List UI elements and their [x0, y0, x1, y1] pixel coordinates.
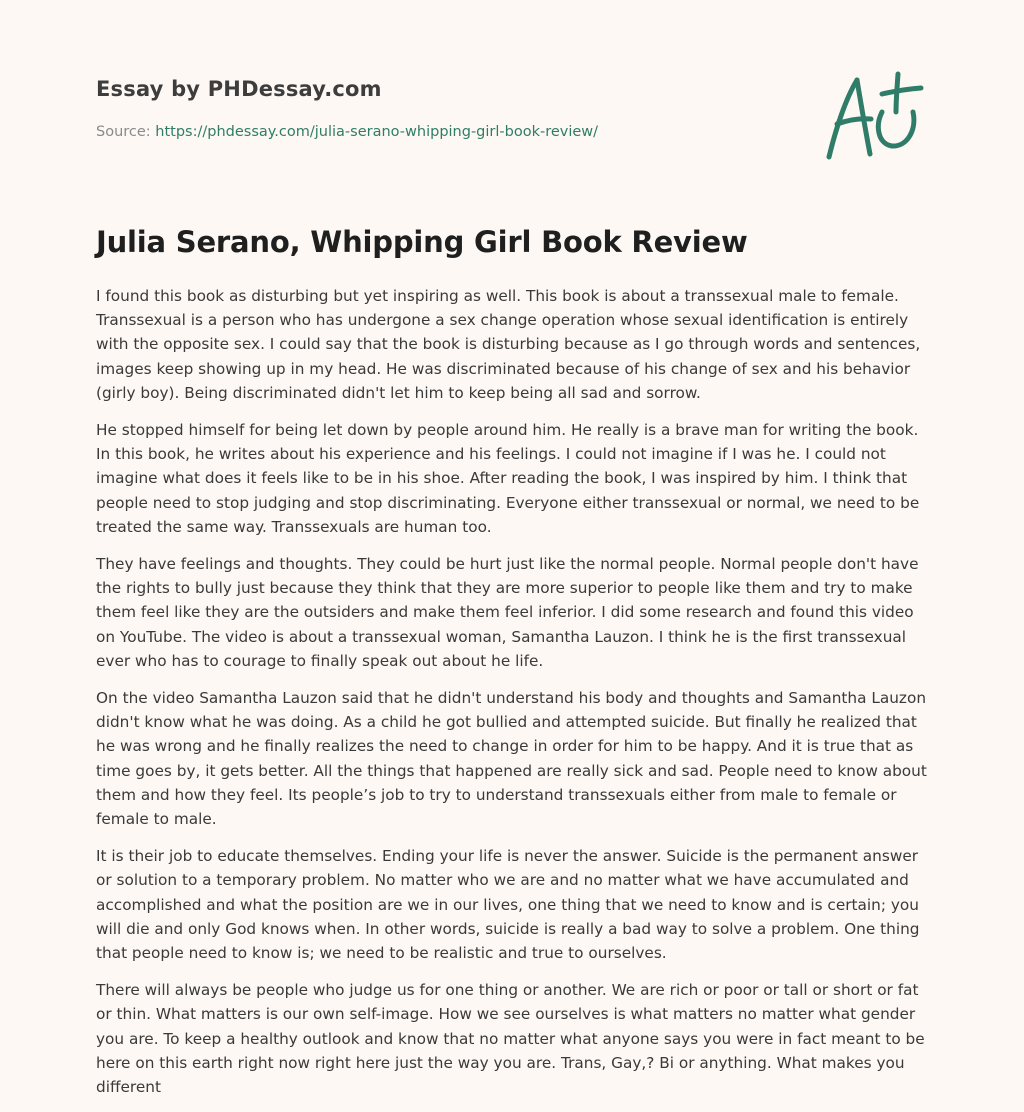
essay-title: Julia Serano, Whipping Girl Book Review [96, 225, 748, 259]
site-title: Essay by PHDessay.com [96, 77, 382, 101]
source-label: Source: [96, 124, 151, 140]
essay-paragraph: I found this book as disturbing but yet inspiring as well. This book is about a transsexual male to female. Transsexual is a person who has undergone a sex change operation whose sexual identification is entirely with the opposite sex. I could say that the book is disturbing because as I go through words and sentences, images keep showing up in my head. He was discriminated because of his change of sex and his behavior (girly boy). Being discriminated didn't let him to keep being all sad and sorrow. [96, 287, 921, 402]
essay-paragraph: There will always be people who judge us for one thing or another. We are rich or poor or tall or short or fat or thin. What matters is our own self-image. How we see ourselves is what matters no matter what gender you are. To keep a healthy outlook and know that no matter what anyone says you were in fact meant to be here on this earth right now right here just the way you are. Trans, Gay,? Bi or anything. What makes you different [96, 981, 925, 1097]
essay-paragraph: It is their job to educate themselves. Ending your life is never the answer. Suicide is the permanent answer or solution to a temporary problem. No matter who we are and no matter what we have accumulated and accomplished and what the position are we in our lives, one thing that we need to know and is certain; you will die and only God knows when. In other words, suicide is really a bad way to solve a problem. One thing that people need to know is; we need to be realistic and true to ourselves. [96, 847, 920, 963]
a-plus-grade-icon [820, 68, 928, 164]
essay-body [96, 284, 932, 1112]
essay-paragraph: They have feelings and thoughts. They could be hurt just like the normal people. Normal people don't have the rights to bully just because they think that they are more superior to people like them and try to make them feel like they are the outsiders and make them feel inferior. I did some research and found this video on YouTube. The video is about a transsexual woman, Samantha Lauzon. I think he is the first transsexual ever who has to courage to finally speak out about he life. [96, 555, 919, 670]
essay-paragraph: He stopped himself for being let down by people around him. He really is a brave man for writing the book. In this book, he writes about his experience and his feelings. I could not imagine if I was he. I could not imagine what does it feels like to be in his shoe. After reading the book, I was inspired by him. I think that people need to stop judging and stop discriminating. Everyone either transsexual or normal, we need to be treated the same way. Transsexuals are human too. [96, 421, 920, 536]
source-link[interactable]: https://phdessay.com/julia-serano-whipping-girl-book-review/ [155, 124, 599, 140]
source-line [96, 124, 598, 140]
essay-paragraph: On the video Samantha Lauzon said that he didn't understand his body and thoughts and Samantha Lauzon didn't know what he was doing. As a child he got bullied and attempted suicide. But finally he realized that he was wrong and he finally realizes the need to change in order for him to be happy. And it is true that as time goes by, it gets better. All the things that happened are really sick and sad. People need to know about them and how they feel. Its people’s job to try to understand transsexuals either from male to female or female to male. [96, 689, 927, 829]
